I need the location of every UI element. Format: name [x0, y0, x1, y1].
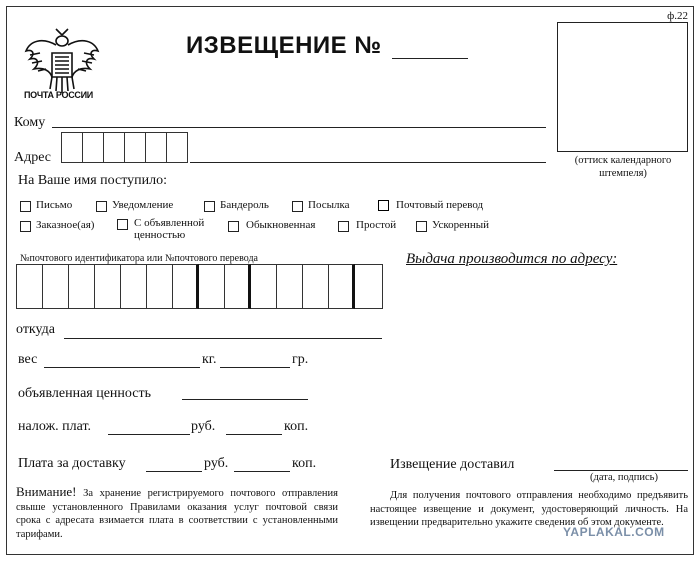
postcode-digit-box[interactable] — [62, 132, 83, 163]
logo-text: ПОЧТА РОССИИ — [24, 90, 93, 100]
declared-value-kind-label: С объявленной ценностью — [134, 217, 205, 241]
cod-kop-unit: коп. — [284, 419, 309, 434]
delivered-by-label: Извещение доставил — [390, 457, 515, 472]
notification-checkbox[interactable] — [96, 201, 107, 212]
tracking-digit-box[interactable] — [43, 264, 69, 309]
tracking-digit-box[interactable] — [277, 264, 303, 309]
notification-label: Уведомление — [112, 199, 174, 211]
tracking-digit-box[interactable] — [303, 264, 329, 309]
cod-rub-field[interactable] — [108, 434, 190, 435]
tracking-digit-box[interactable] — [17, 264, 43, 309]
address-label: Адрес — [14, 150, 52, 165]
stamp-box — [557, 22, 688, 152]
attention-text: За хранение регистрируемого почтового отправления свыше установленного Правилами оказания услуг почтовой связи срока с адресата взимается плата в соответствии с установленными тарифами. — [16, 488, 338, 540]
tracking-number-boxes[interactable] — [16, 264, 383, 309]
express-label: Ускоренный — [432, 219, 490, 231]
ordinary-checkbox[interactable] — [228, 221, 239, 232]
delivery-rub-unit: руб. — [204, 456, 229, 471]
form-code: ф.22 — [667, 10, 688, 22]
from-field[interactable] — [64, 338, 382, 339]
received-label: На Ваше имя поступило: — [18, 173, 168, 188]
weight-label: вес — [18, 352, 38, 367]
receipt-note: Для получения почтового отправления необходимо предъявить настоящее извещение и документ, удостоверяющий личность. На извещении предварительно укажите сведения об этом документе. — [370, 490, 688, 528]
postcode-digit-box[interactable] — [167, 132, 188, 163]
gr-unit: гр. — [292, 352, 309, 367]
package-label: Посылка — [308, 199, 350, 211]
declared-value-field[interactable] — [182, 399, 308, 400]
cod-rub-unit: руб. — [191, 419, 216, 434]
cod-label: налож. плат. — [18, 419, 92, 434]
delivered-signature-field[interactable] — [554, 470, 688, 471]
declared-value-checkbox[interactable] — [117, 219, 128, 230]
declared-value-label: объявленная ценность — [18, 386, 151, 401]
postcode-digit-box[interactable] — [104, 132, 125, 163]
letter-label: Письмо — [36, 199, 73, 211]
registered-label: Заказное(ая) — [36, 219, 95, 231]
tracking-digit-box[interactable] — [329, 264, 355, 309]
tracking-digit-box[interactable] — [355, 264, 383, 309]
tracking-digit-box[interactable] — [147, 264, 173, 309]
delivery-kop-field[interactable] — [234, 471, 290, 472]
simple-checkbox[interactable] — [338, 221, 349, 232]
weight-kg-field[interactable] — [44, 367, 200, 368]
tracking-digit-box[interactable] — [95, 264, 121, 309]
delivery-fee-label: Плата за доставку — [18, 456, 126, 471]
tracking-digit-box[interactable] — [173, 264, 199, 309]
tracking-digit-box[interactable] — [251, 264, 277, 309]
weight-gr-field[interactable] — [220, 367, 290, 368]
issue-address-note: Выдача производится по адресу: — [406, 251, 618, 267]
signature-caption: (дата, подпись) — [590, 472, 658, 483]
tracking-digit-box[interactable] — [121, 264, 147, 309]
parcel-post-checkbox[interactable] — [204, 201, 215, 212]
ordinary-label: Обыкновенная — [246, 219, 316, 231]
from-label: откуда — [16, 322, 55, 337]
kg-unit: кг. — [202, 352, 217, 367]
delivery-kop-unit: коп. — [292, 456, 317, 471]
postcode-boxes[interactable] — [61, 132, 189, 163]
express-checkbox[interactable] — [416, 221, 427, 232]
address-field[interactable] — [190, 162, 546, 163]
letter-checkbox[interactable] — [20, 201, 31, 212]
postcode-digit-box[interactable] — [125, 132, 146, 163]
to-label: Кому — [14, 115, 46, 130]
package-checkbox[interactable] — [292, 201, 303, 212]
page-title: ИЗВЕЩЕНИЕ № — [186, 32, 382, 59]
attention-note — [16, 485, 338, 541]
tracking-digit-box[interactable] — [225, 264, 251, 309]
to-field[interactable] — [52, 127, 546, 128]
simple-label: Простой — [356, 219, 397, 231]
postcode-digit-box[interactable] — [83, 132, 104, 163]
money-transfer-label: Почтовый перевод — [396, 199, 484, 211]
stamp-caption: (оттиск календарного штемпеля) — [574, 155, 672, 179]
watermark: YAPLAKAL.COM — [563, 525, 665, 539]
notice-number-line[interactable] — [392, 58, 468, 59]
parcel-post-label: Бандероль — [220, 199, 269, 211]
cod-kop-field[interactable] — [226, 434, 282, 435]
attention-title: Внимание! — [16, 484, 77, 499]
tracking-digit-box[interactable] — [69, 264, 95, 309]
tracking-digit-box[interactable] — [199, 264, 225, 309]
registered-checkbox[interactable] — [20, 221, 31, 232]
postcode-digit-box[interactable] — [146, 132, 167, 163]
tracking-label: №почтового идентификатора или №почтового перевода — [20, 253, 258, 264]
delivery-rub-field[interactable] — [146, 471, 202, 472]
money-transfer-checkbox[interactable] — [378, 200, 389, 211]
